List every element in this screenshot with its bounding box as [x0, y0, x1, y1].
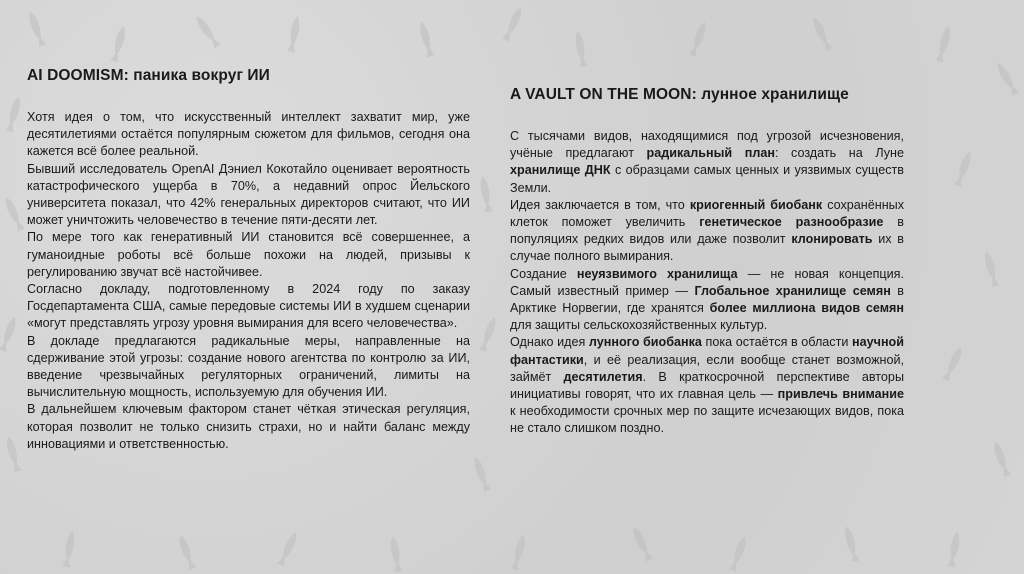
- left-column: [27, 67, 470, 453]
- right-paragraph: С тысячами видов, находящимися под угрозой исчезновения, учёные предлагают радикальный план: создать на Луне хранилище ДНК с образцами самых ценных и уязвимых существ Земли.: [510, 129, 904, 195]
- left-paragraph: В дальнейшем ключевым фактором станет чёткая этическая регуляция, которая позволит не только снизить страхи, но и найти баланс между инновациями и ответственностью.: [27, 402, 470, 451]
- right-title: A VAULT ON THE MOON: лунное хранилище: [510, 86, 849, 103]
- left-paragraph: Бывший исследователь OpenAI Дэниел Кокотайло оценивает вероятность катастрофического ущерба в 70%, а недавний опрос Йельского университета показал, что 42% генеральных директоров считают, что ИИ может уничтожить человечество в течение пяти-десяти лет.: [27, 161, 470, 228]
- left-paragraph: В докладе предлагаются радикальные меры, направленные на сдерживание этой угрозы: создание нового агентства по контролю за ИИ, введение чрезвычайных регуляторных ограничений, лимиты на вычислительную мощность, используемую для обучения ИИ.: [27, 333, 470, 400]
- left-paragraph: Хотя идея о том, что искусственный интеллект захватит мир, уже десятилетиями остаётся популярным сюжетом для фильмов, сегодня она кажется всё более реальной.: [27, 110, 470, 159]
- left-paragraph: По мере того как генеративный ИИ становится всё совершеннее, а гуманоидные роботы всё больше похожи на людей, призывы к регулированию звучат всё настойчивее.: [27, 230, 470, 279]
- right-column: [510, 86, 904, 438]
- right-paragraph: Создание неуязвимого хранилища — не новая концепция. Самый известный пример — Глобальное хранилище семян в Арктике Норвегии, где хранятся более миллиона видов семян для защиты сельскохозяйственных культур.: [510, 266, 904, 333]
- right-paragraph: Идея заключается в том, что криогенный биобанк сохранённых клеток поможет увеличить генетическое разнообразие в популяциях редких видов или даже позволит клонировать их в случае полного вымирания.: [510, 197, 905, 264]
- left-paragraph: Согласно докладу, подготовленному в 2024 году по заказу Госдепартамента США, самые передовые системы ИИ в худшем сценарии «могут представлять угрозу уровня вымирания для всего человечества».: [27, 282, 470, 331]
- left-title: AI DOOMISM: паника вокруг ИИ: [27, 67, 270, 84]
- right-paragraph: Однако идея лунного биобанка пока остаётся в области научной фантастики, и её реализация, если вообще станет возможной, займёт десятилетия. В краткосрочной перспективе авторы инициативы говорят, что их главная цель — привлечь внимание к необходимости срочных мер по защите исчезающих видов, пока не стало слишком поздно.: [510, 335, 904, 436]
